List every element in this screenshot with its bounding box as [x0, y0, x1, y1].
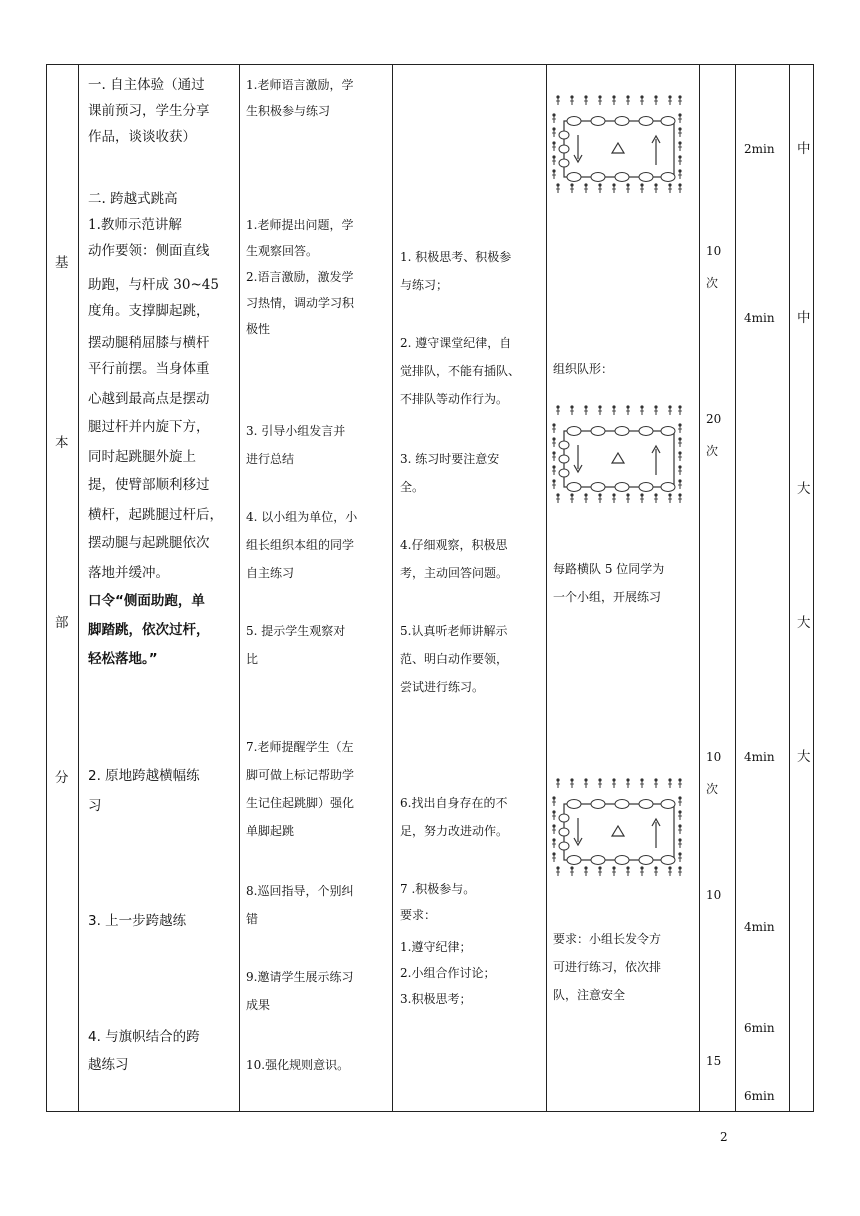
content-line: 横杆，起跳腿过杆后， — [88, 507, 223, 523]
teacher-line: 比 — [246, 652, 259, 666]
content-line: 落地并缓冲。 — [88, 565, 169, 581]
student-figure — [678, 824, 682, 834]
student-figure — [570, 778, 574, 788]
slogan-line: 口令“侧面助跑，单 — [88, 593, 205, 609]
content-line: 作品，谈谈收获） — [88, 129, 196, 145]
student-line: 7 .积极参与。 — [400, 882, 476, 896]
student-figure — [678, 465, 682, 475]
student-figure — [556, 866, 560, 876]
hurdle-marker — [567, 856, 581, 865]
column-divider — [735, 65, 736, 1111]
time-value: 6min — [744, 1021, 775, 1035]
hurdle-marker — [615, 427, 629, 436]
teacher-line: 成果 — [246, 998, 271, 1012]
student-line: 6.找出自身存在的不 — [400, 796, 508, 810]
student-figure — [640, 493, 644, 503]
hurdle-marker — [639, 856, 653, 865]
hurdle-marker — [567, 173, 581, 182]
student-figure — [678, 127, 682, 137]
content-line: 一. 自主体验（通过 — [88, 77, 205, 93]
teacher-line: 5. 提示学生观察对 — [246, 624, 346, 638]
student-figure — [556, 95, 560, 105]
section-label-char: 部 — [55, 615, 69, 631]
column-divider — [789, 65, 790, 1111]
student-figure — [584, 95, 588, 105]
student-figure — [678, 866, 682, 876]
student-figure — [584, 866, 588, 876]
teacher-line: 进行总结 — [246, 452, 295, 466]
hurdle-marker — [661, 800, 675, 809]
hurdle-marker — [591, 483, 605, 492]
content-line: 助跑，与杆成 30~45 — [88, 277, 219, 293]
hurdle-marker — [559, 814, 569, 822]
formation-diagram — [552, 778, 686, 882]
student-figure — [570, 183, 574, 193]
hurdle-marker — [591, 856, 605, 865]
student-figure — [612, 95, 616, 105]
teacher-line: 习热情，调动学习积 — [246, 296, 355, 310]
student-figure — [598, 183, 602, 193]
student-figure — [612, 183, 616, 193]
student-figure — [570, 493, 574, 503]
count-value: 15 — [706, 1054, 722, 1068]
student-line: 觉排队，不能有插队、 — [400, 364, 521, 378]
student-line: 1.遵守纪律； — [400, 940, 472, 954]
content-line: 4. 与旗帜结合的跨 — [88, 1029, 200, 1045]
content-line: 二. 跨越式跳高 — [88, 191, 178, 207]
hurdle-marker — [591, 800, 605, 809]
student-figure — [678, 183, 682, 193]
student-figure — [678, 796, 682, 806]
student-figure — [556, 493, 560, 503]
content-line: 平行前摆。当身体重 — [88, 361, 210, 377]
student-line: 不排队等动作行为。 — [400, 392, 509, 406]
time-value: 4min — [744, 311, 775, 325]
student-figure — [654, 778, 658, 788]
student-figure — [584, 493, 588, 503]
content-line: 摆动腿与起跳腿依次 — [88, 535, 210, 551]
teacher-line: 8.巡回指导，个别纠 — [246, 884, 354, 898]
teacher-line: 1.老师提出问题，学 — [246, 218, 354, 232]
requirement-note: 要求：小组长发令方 — [553, 932, 662, 946]
teacher-line: 1.老师语言激励，学 — [246, 78, 354, 92]
hurdle-marker — [639, 427, 653, 436]
student-figure — [678, 155, 682, 165]
student-figure — [598, 778, 602, 788]
student-figure — [626, 405, 630, 415]
teacher-line: 10.强化规则意识。 — [246, 1058, 350, 1072]
student-figure — [598, 405, 602, 415]
student-line: 范、明白动作要领， — [400, 652, 509, 666]
formation-outline — [564, 804, 674, 860]
hurdle-marker — [661, 117, 675, 126]
hurdle-marker — [639, 117, 653, 126]
teacher-triangle-icon — [612, 453, 624, 463]
content-line: 度角。支撑脚起跳， — [88, 303, 210, 319]
student-figure — [668, 405, 672, 415]
hurdle-marker — [559, 131, 569, 139]
teacher-line: 脚可做上标记帮助学 — [246, 768, 355, 782]
student-figure — [678, 493, 682, 503]
hurdle-marker — [661, 856, 675, 865]
student-figure — [570, 405, 574, 415]
teacher-line: 组长组织本组的同学 — [246, 538, 355, 552]
content-line: 提，使臂部顺利移过 — [88, 477, 210, 493]
intensity-value: 大 — [797, 749, 811, 765]
student-figure — [654, 405, 658, 415]
student-figure — [584, 778, 588, 788]
time-value: 4min — [744, 920, 775, 934]
student-figure — [612, 778, 616, 788]
student-figure — [626, 778, 630, 788]
formation-outline — [564, 431, 674, 487]
intensity-value: 大 — [797, 481, 811, 497]
hurdle-marker — [559, 145, 569, 153]
student-figure — [678, 479, 682, 489]
student-figure — [552, 437, 556, 447]
content-line: 2. 原地跨越横幅练 — [88, 768, 200, 784]
formation-label: 组织队形： — [553, 362, 614, 376]
student-figure — [678, 423, 682, 433]
student-figure — [654, 95, 658, 105]
hurdle-marker — [559, 469, 569, 477]
count-value: 10 — [706, 888, 722, 902]
content-line: 腿过杆并内旋下方， — [88, 419, 210, 435]
content-line: 动作要领：侧面直线 — [88, 243, 210, 259]
student-figure — [556, 405, 560, 415]
student-figure — [552, 423, 556, 433]
student-figure — [668, 183, 672, 193]
student-figure — [552, 479, 556, 489]
student-line: 考，主动回答问题。 — [400, 566, 509, 580]
student-figure — [678, 810, 682, 820]
student-figure — [640, 778, 644, 788]
group-note: 一个小组，开展练习 — [553, 590, 662, 604]
teacher-line: 生记住起跳脚）强化 — [246, 796, 355, 810]
content-line: 3. 上一步跨越练 — [88, 913, 187, 929]
hurdle-marker — [615, 856, 629, 865]
student-line: 4.仔细观察，积极思 — [400, 538, 508, 552]
requirement-note: 队，注意安全 — [553, 988, 626, 1002]
student-line: 3.积极思考； — [400, 992, 472, 1006]
group-note: 每路横队 5 位同学为 — [553, 562, 665, 576]
hurdle-marker — [661, 173, 675, 182]
student-figure — [552, 838, 556, 848]
content-line: 越练习 — [88, 1057, 129, 1073]
student-line: 尝试进行练习。 — [400, 680, 485, 694]
student-figure — [570, 95, 574, 105]
student-figure — [668, 778, 672, 788]
hurdle-marker — [615, 483, 629, 492]
intensity-value: 大 — [797, 615, 811, 631]
teacher-line: 2.语言激励，激发学 — [246, 270, 354, 284]
student-figure — [598, 866, 602, 876]
student-figure — [626, 95, 630, 105]
student-figure — [552, 824, 556, 834]
student-figure — [678, 838, 682, 848]
teacher-line: 9.邀请学生展示练习 — [246, 970, 354, 984]
hurdle-marker — [591, 173, 605, 182]
student-figure — [552, 451, 556, 461]
column-divider — [699, 65, 700, 1111]
hurdle-marker — [559, 441, 569, 449]
section-label-char: 基 — [55, 255, 69, 271]
student-figure — [598, 95, 602, 105]
student-figure — [626, 866, 630, 876]
student-figure — [612, 405, 616, 415]
page-number: 2 — [720, 1130, 728, 1144]
student-figure — [612, 493, 616, 503]
student-figure — [552, 155, 556, 165]
student-figure — [552, 141, 556, 151]
student-figure — [678, 437, 682, 447]
student-figure — [668, 866, 672, 876]
hurdle-marker — [661, 427, 675, 436]
content-line: 心越到最高点是摆动 — [88, 391, 210, 407]
teacher-triangle-icon — [612, 826, 624, 836]
hurdle-marker — [567, 117, 581, 126]
teacher-line: 生观察回答。 — [246, 244, 319, 258]
teacher-line: 自主练习 — [246, 566, 295, 580]
hurdle-marker — [559, 828, 569, 836]
student-figure — [552, 796, 556, 806]
intensity-value: 中 — [797, 141, 811, 157]
student-figure — [598, 493, 602, 503]
student-figure — [678, 405, 682, 415]
student-line: 3. 练习时要注意安 — [400, 452, 500, 466]
section-label-char: 本 — [55, 435, 69, 451]
section-label-char: 分 — [55, 770, 69, 786]
student-line: 1. 积极思考、积极参 — [400, 250, 512, 264]
student-figure — [678, 95, 682, 105]
student-figure — [678, 852, 682, 862]
student-figure — [640, 95, 644, 105]
hurdle-marker — [615, 173, 629, 182]
student-line: 2.小组合作讨论； — [400, 966, 496, 980]
content-line: 同时起跳腿外旋上 — [88, 449, 196, 465]
content-line: 摆动腿稍屈膝与横杆 — [88, 335, 210, 351]
column-divider — [546, 65, 547, 1111]
student-figure — [556, 778, 560, 788]
requirement-note: 可进行练习，依次排 — [553, 960, 662, 974]
student-line: 全。 — [400, 480, 425, 494]
student-figure — [626, 183, 630, 193]
student-figure — [552, 169, 556, 179]
student-figure — [556, 183, 560, 193]
student-line: 2. 遵守课堂纪律，自 — [400, 336, 512, 350]
student-line: 要求： — [400, 908, 437, 922]
time-value: 6min — [744, 1089, 775, 1103]
hurdle-marker — [559, 159, 569, 167]
student-figure — [640, 405, 644, 415]
content-line: 1.教师示范讲解 — [88, 217, 182, 233]
column-divider — [78, 65, 79, 1111]
student-figure — [640, 183, 644, 193]
column-divider — [239, 65, 240, 1111]
hurdle-marker — [559, 842, 569, 850]
hurdle-marker — [639, 800, 653, 809]
slogan-line: 轻松落地。” — [88, 651, 158, 667]
student-line: 足，努力改进动作。 — [400, 824, 509, 838]
student-figure — [654, 493, 658, 503]
content-line: 课前预习，学生分享 — [88, 103, 210, 119]
student-figure — [570, 866, 574, 876]
student-figure — [654, 183, 658, 193]
student-figure — [668, 493, 672, 503]
student-figure — [584, 183, 588, 193]
count-value: 10 — [706, 750, 722, 764]
student-figure — [678, 451, 682, 461]
hurdle-marker — [615, 117, 629, 126]
hurdle-marker — [567, 483, 581, 492]
hurdle-marker — [591, 117, 605, 126]
content-line: 习 — [88, 798, 102, 814]
column-divider — [392, 65, 393, 1111]
count-unit: 次 — [706, 276, 719, 290]
student-line: 与练习； — [400, 278, 449, 292]
student-figure — [678, 113, 682, 123]
hurdle-marker — [661, 483, 675, 492]
hurdle-marker — [615, 800, 629, 809]
student-figure — [668, 95, 672, 105]
teacher-line: 单脚起跳 — [246, 824, 295, 838]
student-figure — [678, 169, 682, 179]
count-value: 20 — [706, 412, 722, 426]
intensity-value: 中 — [797, 310, 811, 326]
student-figure — [552, 127, 556, 137]
formation-diagram — [552, 95, 686, 199]
student-figure — [584, 405, 588, 415]
formation-diagram — [552, 405, 686, 509]
student-figure — [552, 465, 556, 475]
teacher-line: 极性 — [246, 322, 271, 336]
slogan-line: 脚踏跳，依次过杆， — [88, 622, 210, 638]
time-value: 2min — [744, 142, 775, 156]
teacher-line: 3. 引导小组发言并 — [246, 424, 346, 438]
formation-outline — [564, 121, 674, 177]
student-figure — [640, 866, 644, 876]
count-unit: 次 — [706, 444, 719, 458]
count-unit: 次 — [706, 782, 719, 796]
hurdle-marker — [591, 427, 605, 436]
student-figure — [678, 778, 682, 788]
teacher-line: 4. 以小组为单位，小 — [246, 510, 358, 524]
teacher-line: 错 — [246, 912, 259, 926]
student-figure — [678, 141, 682, 151]
student-figure — [552, 810, 556, 820]
student-figure — [552, 852, 556, 862]
hurdle-marker — [559, 455, 569, 463]
time-value: 4min — [744, 750, 775, 764]
student-line: 5.认真听老师讲解示 — [400, 624, 508, 638]
hurdle-marker — [567, 427, 581, 436]
student-figure — [654, 866, 658, 876]
teacher-line: 生积极参与练习 — [246, 104, 331, 118]
hurdle-marker — [567, 800, 581, 809]
student-figure — [612, 866, 616, 876]
student-figure — [552, 113, 556, 123]
student-figure — [626, 493, 630, 503]
count-value: 10 — [706, 244, 722, 258]
teacher-triangle-icon — [612, 143, 624, 153]
hurdle-marker — [639, 483, 653, 492]
teacher-line: 7.老师提醒学生（左 — [246, 740, 354, 754]
hurdle-marker — [639, 173, 653, 182]
